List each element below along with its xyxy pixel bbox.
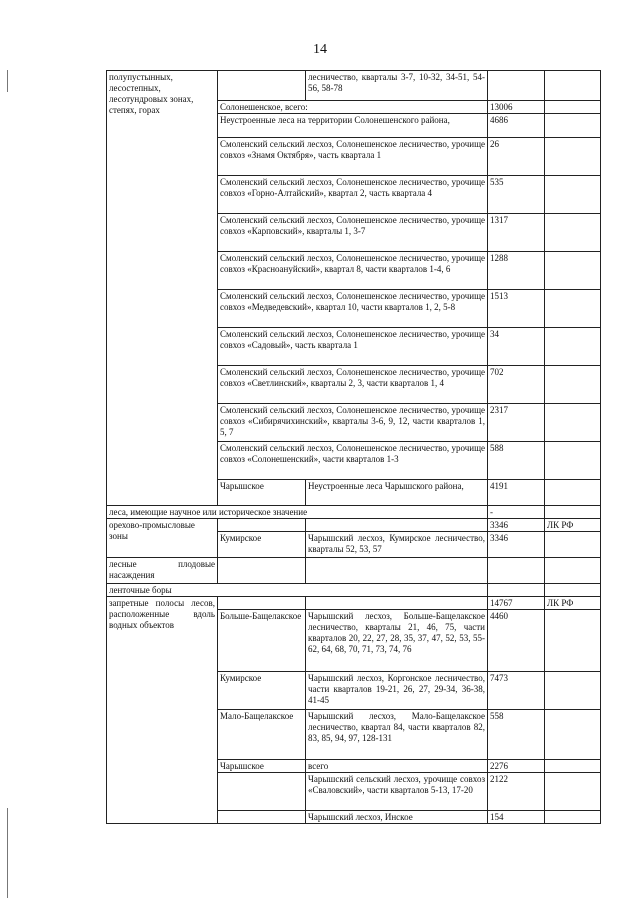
basis-cell: ЛК РФ	[545, 519, 601, 532]
basis-cell	[545, 328, 601, 366]
basis-cell	[545, 138, 601, 176]
basis-cell	[545, 101, 601, 114]
location-cell: Чарышский лесхоз, Коргонское лесничество, части кварталов 19-21, 26, 27, 29-34, 36-38, 41-45	[306, 672, 488, 710]
location-cell: Чарышский лесхоз, Больше-Бащелакское лесничество, кварталы 21, 46, 75, части кварталов 20, 22, 27, 28, 35, 37, 47, 52, 53, 55-62, 64, 68, 70, 71, 73, 74, 76	[306, 610, 488, 672]
forest-lands-table	[106, 70, 601, 824]
area-cell: 588	[488, 442, 545, 480]
basis-cell	[545, 71, 601, 101]
category-cell: орехово-промысловые зоны	[107, 519, 218, 558]
district-cell: Кумирское	[218, 532, 306, 558]
area-cell: 2276	[488, 760, 545, 773]
table-row	[107, 558, 601, 584]
table-row	[107, 584, 601, 597]
location-cell: лесничество, кварталы 3-7, 10-32, 34-51, 54-56, 58-78	[306, 71, 488, 101]
area-cell: 1317	[488, 214, 545, 252]
basis-cell	[545, 114, 601, 138]
location-cell: Чарышский сельский лесхоз, урочище совхоз «Сваловский», части кварталов 5-13, 17-20	[306, 773, 488, 811]
table-row	[107, 597, 601, 610]
location-cell: Смоленский сельский лесхоз, Солонешенское лесничество, урочище совхоз «Медведевский», квартал 10, части кварталов 1, 2, 5-8	[218, 290, 488, 328]
basis-cell	[545, 366, 601, 404]
basis-cell	[545, 214, 601, 252]
area-cell: 154	[488, 811, 545, 824]
location-cell	[306, 597, 488, 610]
area-cell: 3346	[488, 532, 545, 558]
basis-cell	[545, 610, 601, 672]
district-cell	[218, 71, 306, 101]
location-cell	[306, 519, 488, 532]
basis-cell	[545, 176, 601, 214]
category-cell: запретные полосы лесов, расположенные вдоль водных объектов	[107, 597, 218, 824]
area-cell: 4191	[488, 480, 545, 506]
location-cell: всего	[306, 760, 488, 773]
location-cell: Смоленский сельский лесхоз, Солонешенское лесничество, урочище совхоз «Горно-Алтайский», квартал 2, часть квартала 4	[218, 176, 488, 214]
location-cell: Чарышский лесхоз, Инское	[306, 811, 488, 824]
basis-cell	[545, 760, 601, 773]
area-cell: 7473	[488, 672, 545, 710]
location-cell	[306, 558, 488, 584]
location-cell: Смоленский сельский лесхоз, Солонешенское лесничество, урочище совхоз «Сибирячихинский», кварталы 3-6, 9, 12, части кварталов 1, 5, 7	[218, 404, 488, 442]
basis-cell	[545, 672, 601, 710]
area-cell: 3346	[488, 519, 545, 532]
district-cell	[218, 773, 306, 811]
location-cell: Смоленский сельский лесхоз, Солонешенское лесничество, урочище совхоз «Садовый», часть квартала 1	[218, 328, 488, 366]
basis-cell	[545, 811, 601, 824]
basis-cell	[545, 506, 601, 519]
location-cell: Чарышский лесхоз, Мало-Бащелакское лесничество, квартал 84, части кварталов 82, 83, 85, 94, 97, 128-131	[306, 710, 488, 760]
area-cell: 1288	[488, 252, 545, 290]
area-cell: 26	[488, 138, 545, 176]
location-cell: Смоленский сельский лесхоз, Солонешенское лесничество, урочище совхоз «Солонешенский», части кварталов 1-3	[218, 442, 488, 480]
category-cell: лесные плодовые насаждения	[107, 558, 218, 584]
basis-cell	[545, 532, 601, 558]
area-cell: 2122	[488, 773, 545, 811]
district-cell: Кумирское	[218, 672, 306, 710]
area-cell: 13006	[488, 101, 545, 114]
location-cell: Солонешенское, всего:	[218, 101, 488, 114]
area-cell: 1513	[488, 290, 545, 328]
basis-cell	[545, 773, 601, 811]
basis-cell	[545, 252, 601, 290]
location-cell: Смоленский сельский лесхоз, Солонешенское лесничество, урочище совхоз «Знамя Октября», часть квартала 1	[218, 138, 488, 176]
location-cell: Смоленский сельский лесхоз, Солонешенское лесничество, урочище совхоз «Светлинский», кварталы 2, 3, части кварталов 1, 4	[218, 366, 488, 404]
basis-cell	[545, 558, 601, 584]
area-cell: 535	[488, 176, 545, 214]
area-cell	[488, 71, 545, 101]
area-cell: 14767	[488, 597, 545, 610]
location-cell: Неустроенные леса Чарышского района,	[306, 480, 488, 506]
location-cell: Неустроенные леса на территории Солонешенского района,	[218, 114, 488, 138]
district-cell	[218, 558, 306, 584]
basis-cell	[545, 442, 601, 480]
district-cell: Больше-Бащелакское	[218, 610, 306, 672]
district-cell: Чарышское	[218, 760, 306, 773]
basis-cell	[545, 584, 601, 597]
category-cell: полупустынных, лесостепных, лесотундровых зонах, степях, горах	[107, 71, 218, 506]
location-cell: Чарышский лесхоз, Кумирское лесничество, кварталы 52, 53, 57	[306, 532, 488, 558]
area-cell: 702	[488, 366, 545, 404]
district-cell	[218, 597, 306, 610]
district-cell	[218, 519, 306, 532]
basis-cell	[545, 480, 601, 506]
area-cell: 558	[488, 710, 545, 760]
table-row	[107, 519, 601, 532]
basis-cell	[545, 710, 601, 760]
section-heading: леса, имеющие научное или историческое значение	[107, 506, 488, 519]
page-number: 14	[313, 42, 327, 57]
location-cell: Смоленский сельский лесхоз, Солонешенское лесничество, урочище совхоз «Карповский», кварталы 1, 3-7	[218, 214, 488, 252]
location-cell: Смоленский сельский лесхоз, Солонешенское лесничество, урочище совхоз «Красноануйский», квартал 8, части кварталов 1-4, 6	[218, 252, 488, 290]
area-cell: 34	[488, 328, 545, 366]
area-cell	[488, 584, 545, 597]
area-cell: 2317	[488, 404, 545, 442]
area-cell: 4686	[488, 114, 545, 138]
basis-cell	[545, 290, 601, 328]
binding-mark-lower	[7, 808, 8, 898]
district-cell	[218, 811, 306, 824]
basis-cell: ЛК РФ	[545, 597, 601, 610]
basis-cell	[545, 404, 601, 442]
section-heading: ленточные боры	[107, 584, 488, 597]
table-row	[107, 506, 601, 519]
binding-mark-upper	[7, 70, 8, 92]
area-cell	[488, 558, 545, 584]
district-cell: Мало-Бащелакское	[218, 710, 306, 760]
area-cell: -	[488, 506, 545, 519]
table-row	[107, 71, 601, 101]
district-cell: Чарышское	[218, 480, 306, 506]
area-cell: 4460	[488, 610, 545, 672]
